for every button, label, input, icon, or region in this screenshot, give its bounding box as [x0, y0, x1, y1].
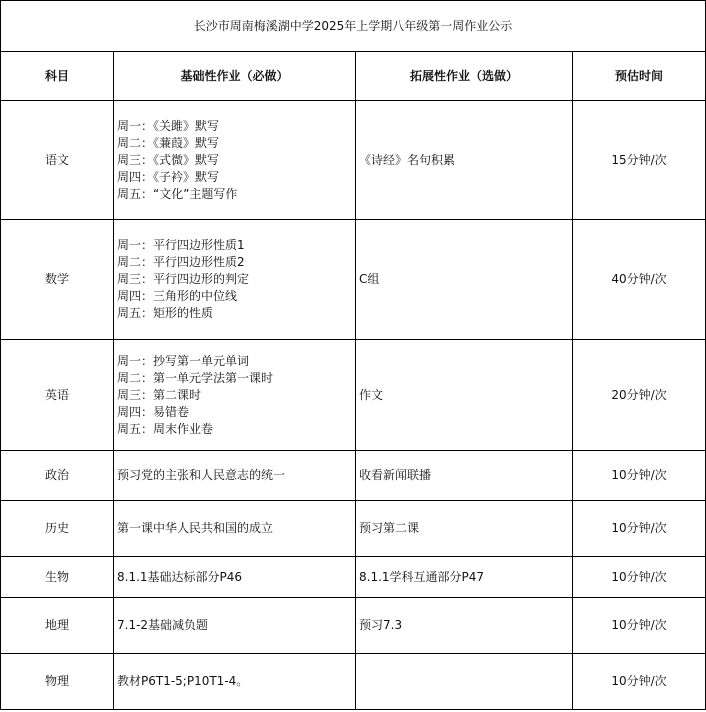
header-extended: 拓展性作业（选做） — [356, 52, 573, 101]
time-cell: 10分钟/次 — [573, 598, 706, 654]
basic-line: 周五：周末作业卷 — [117, 421, 214, 436]
basic-line: 周二：平行四边形性质2 — [117, 255, 245, 269]
basic-line: 周一：《关雎》默写 — [117, 118, 220, 133]
basic-line: 周一：平行四边形性质1 — [117, 238, 245, 252]
table-row — [1, 598, 706, 654]
extended-cell: 作文 — [356, 340, 573, 451]
header-time: 预估时间 — [573, 52, 706, 101]
page-title: 长沙市周南梅溪湖中学2025年上学期八年级第一周作业公示 — [1, 1, 706, 52]
basic-line: 周三：《式微》默写 — [117, 152, 220, 167]
title-row — [1, 1, 706, 52]
table-row — [1, 340, 706, 451]
time-cell: 10分钟/次 — [573, 501, 706, 557]
table-row — [1, 220, 706, 340]
basic-cell — [114, 451, 356, 501]
basic-line: 预习党的主张和人民意志的统一 — [117, 468, 286, 482]
subject-cell: 生物 — [1, 557, 114, 598]
extended-cell: 《诗经》名句积累 — [356, 101, 573, 220]
basic-line: 周二：《蒹葭》默写 — [117, 135, 220, 150]
table-row — [1, 557, 706, 598]
time-cell: 10分钟/次 — [573, 451, 706, 501]
extended-cell — [356, 654, 573, 710]
basic-cell — [114, 340, 356, 451]
time-cell: 10分钟/次 — [573, 557, 706, 598]
basic-cell — [114, 557, 356, 598]
time-cell: 10分钟/次 — [573, 654, 706, 710]
basic-line: 周二：第一单元学法第一课时 — [117, 370, 274, 385]
extended-cell: 预习第二课 — [356, 501, 573, 557]
basic-line: 周三：第二课时 — [117, 387, 202, 402]
time-cell: 20分钟/次 — [573, 340, 706, 451]
subject-cell: 英语 — [1, 340, 114, 451]
basic-line: 周三：平行四边形的判定 — [117, 272, 250, 286]
basic-cell — [114, 501, 356, 557]
basic-cell — [114, 101, 356, 220]
header-basic: 基础性作业（必做） — [114, 52, 356, 101]
header-row — [1, 52, 706, 101]
subject-cell: 语文 — [1, 101, 114, 220]
subject-cell: 政治 — [1, 451, 114, 501]
basic-line: 第一课中华人民共和国的成立 — [117, 521, 274, 535]
subject-cell: 物理 — [1, 654, 114, 710]
time-cell: 40分钟/次 — [573, 220, 706, 340]
basic-line: 8.1.1基础达标部分P46 — [117, 569, 243, 584]
table-row — [1, 501, 706, 557]
basic-line: 周五：矩形的性质 — [117, 306, 214, 320]
basic-line: 周四：三角形的中位线 — [117, 289, 238, 303]
table-row — [1, 654, 706, 710]
header-subject: 科目 — [1, 52, 114, 101]
extended-cell: 收看新闻联播 — [356, 451, 573, 501]
basic-cell — [114, 220, 356, 340]
extended-cell: 预习7.3 — [356, 598, 573, 654]
subject-cell: 地理 — [1, 598, 114, 654]
basic-line: 7.1-2基础减负题 — [117, 618, 209, 632]
subject-cell: 历史 — [1, 501, 114, 557]
basic-line: 周五：“文化”主题写作 — [117, 186, 238, 201]
basic-line: 周一：抄写第一单元单词 — [117, 353, 250, 368]
basic-cell — [114, 654, 356, 710]
extended-cell: 8.1.1学科互通部分P47 — [356, 557, 573, 598]
table-row — [1, 451, 706, 501]
time-cell: 15分钟/次 — [573, 101, 706, 220]
table-row — [1, 101, 706, 220]
basic-cell — [114, 598, 356, 654]
basic-line: 周四：易错卷 — [117, 404, 190, 419]
basic-line: 教材P6T1-5;P10T1-4。 — [117, 674, 249, 688]
subject-cell: 数学 — [1, 220, 114, 340]
extended-cell: C组 — [356, 220, 573, 340]
basic-line: 周四：《子衿》默写 — [117, 169, 220, 184]
